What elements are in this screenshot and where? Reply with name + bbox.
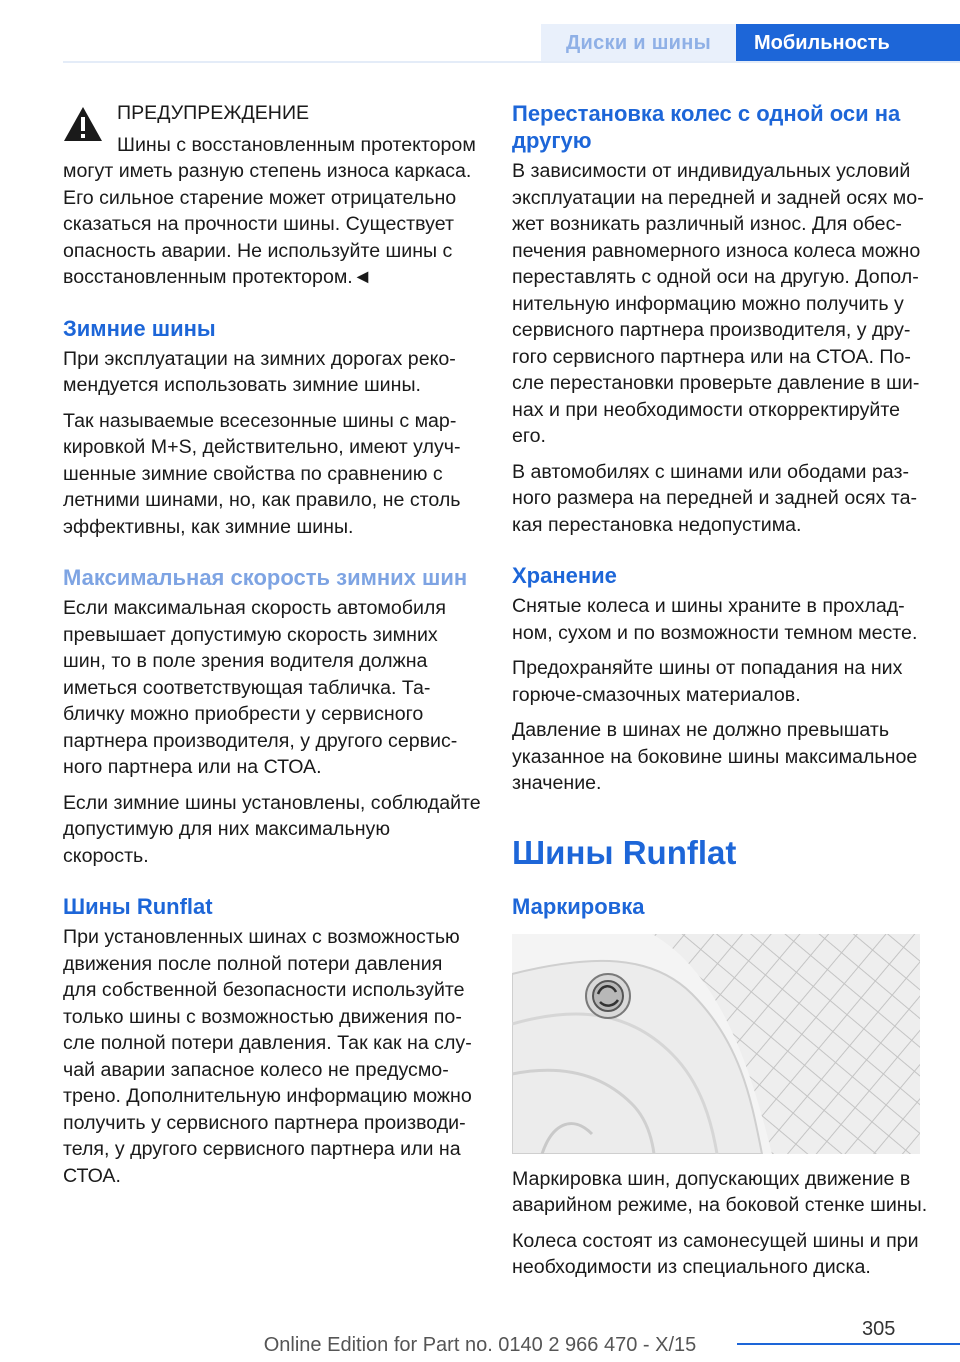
header-chapter-label: Мобильность xyxy=(736,24,960,62)
warning-text: Шины с восстановленным протектором могут иметь разную степень износа каркаса. Его сильное старение может отрицательно сказаться на прочности шины. Существует опасность аварии. Не используйте шины с восстановленным протектором.◄ xyxy=(63,133,476,288)
storage-heading: Хранение xyxy=(512,563,617,588)
storage-paragraph: Снятые колеса и шины храните в прохладном, сухом и по возможности темном месте. xyxy=(512,595,918,644)
right-column xyxy=(512,100,930,1290)
marking-paragraph: Маркировка шин, допускающих движение в аварийном режиме, на боковой стенке шины. xyxy=(512,1167,928,1216)
storage-paragraph: Давление в шинах не должно превышать указанное на боковине шины максимальное значение. xyxy=(512,719,918,794)
header-divider xyxy=(63,61,960,63)
winter-paragraph: Так называемые всесезонные шины с маркировкой M+S, действительно, имеют улучшенные зимние свойства по сравнению с летними шинами, но, как правило, не столь эффективны, как зимние шины. xyxy=(63,409,461,538)
rotation-paragraph: В автомобилях с шинами или ободами разного размера на передней и задней осях такая перестановка недопустима. xyxy=(512,460,918,536)
rotation-heading: Перестановка колес с одной оси на другую xyxy=(512,101,901,153)
runflat-title: Шины Runflat xyxy=(512,833,737,871)
winter-paragraph: При эксплуатации на зимних дорогах рекомендуется использовать зимние шины. xyxy=(63,347,456,396)
rotation-paragraph: В зависимости от индивидуальных условий эксплуатации на передней и задней осях может возникать различный износ. Для обеспечения равномерного износа колеса можно переставлять с одной оси на другую. Дополнительную информацию можно получить у сервисного партнера производителя, у другого сервисного партнера или на СТОА. После перестановки проверьте давление в шинах и при необходимости откорректируйте его. xyxy=(512,160,924,447)
max-speed-paragraph: Если зимние шины установлены, соблюдайте допустимую для них максимальную скорость. xyxy=(63,791,481,867)
header-section-label: Диски и шины xyxy=(541,24,736,62)
warning-title: ПРЕДУПРЕЖДЕНИЕ xyxy=(117,102,310,124)
storage-paragraph: Предохраняйте шины от попадания на них горюче-смазочных материалов. xyxy=(512,657,903,706)
runflat-paragraph: При установленных шинах с возможностью движения после полной потери давления для собственной безопасности используйте только шины с возможностью движения после полной потери давления. Так как на случай аварии запасное колесо не предусмотрено. Дополнительную информацию можно получить у сервисного партнера производителя, у другого сервисного партнера или на СТОА. xyxy=(63,926,472,1187)
max-speed-heading: Максимальная скорость зимних шин xyxy=(63,565,468,590)
max-speed-paragraph: Если максимальная скорость автомобиля превышает допустимую скорость зимних шин, то в поле зрения водителя должна иметься соответствующая табличка. Табличку можно приобрести у сервисного партнера производителя, у другого сервисного партнера или на СТОА. xyxy=(63,597,458,778)
marking-heading: Маркировка xyxy=(512,893,645,919)
page-number: 305 xyxy=(862,1318,896,1340)
winter-tires-heading: Зимние шины xyxy=(63,315,216,341)
left-column xyxy=(63,100,481,1198)
footer-edition-text: Online Edition for Part no. 0140 2 966 470 - X/15 xyxy=(263,1334,697,1356)
warning-block xyxy=(63,100,481,291)
marking-paragraph: Колеса состоят из самонесущей шины и при необходимости из специального диска. xyxy=(512,1229,919,1278)
warning-triangle-icon xyxy=(63,106,103,142)
runflat-heading: Шины Runflat xyxy=(63,894,213,919)
runflat-marking-illustration xyxy=(512,934,920,1154)
